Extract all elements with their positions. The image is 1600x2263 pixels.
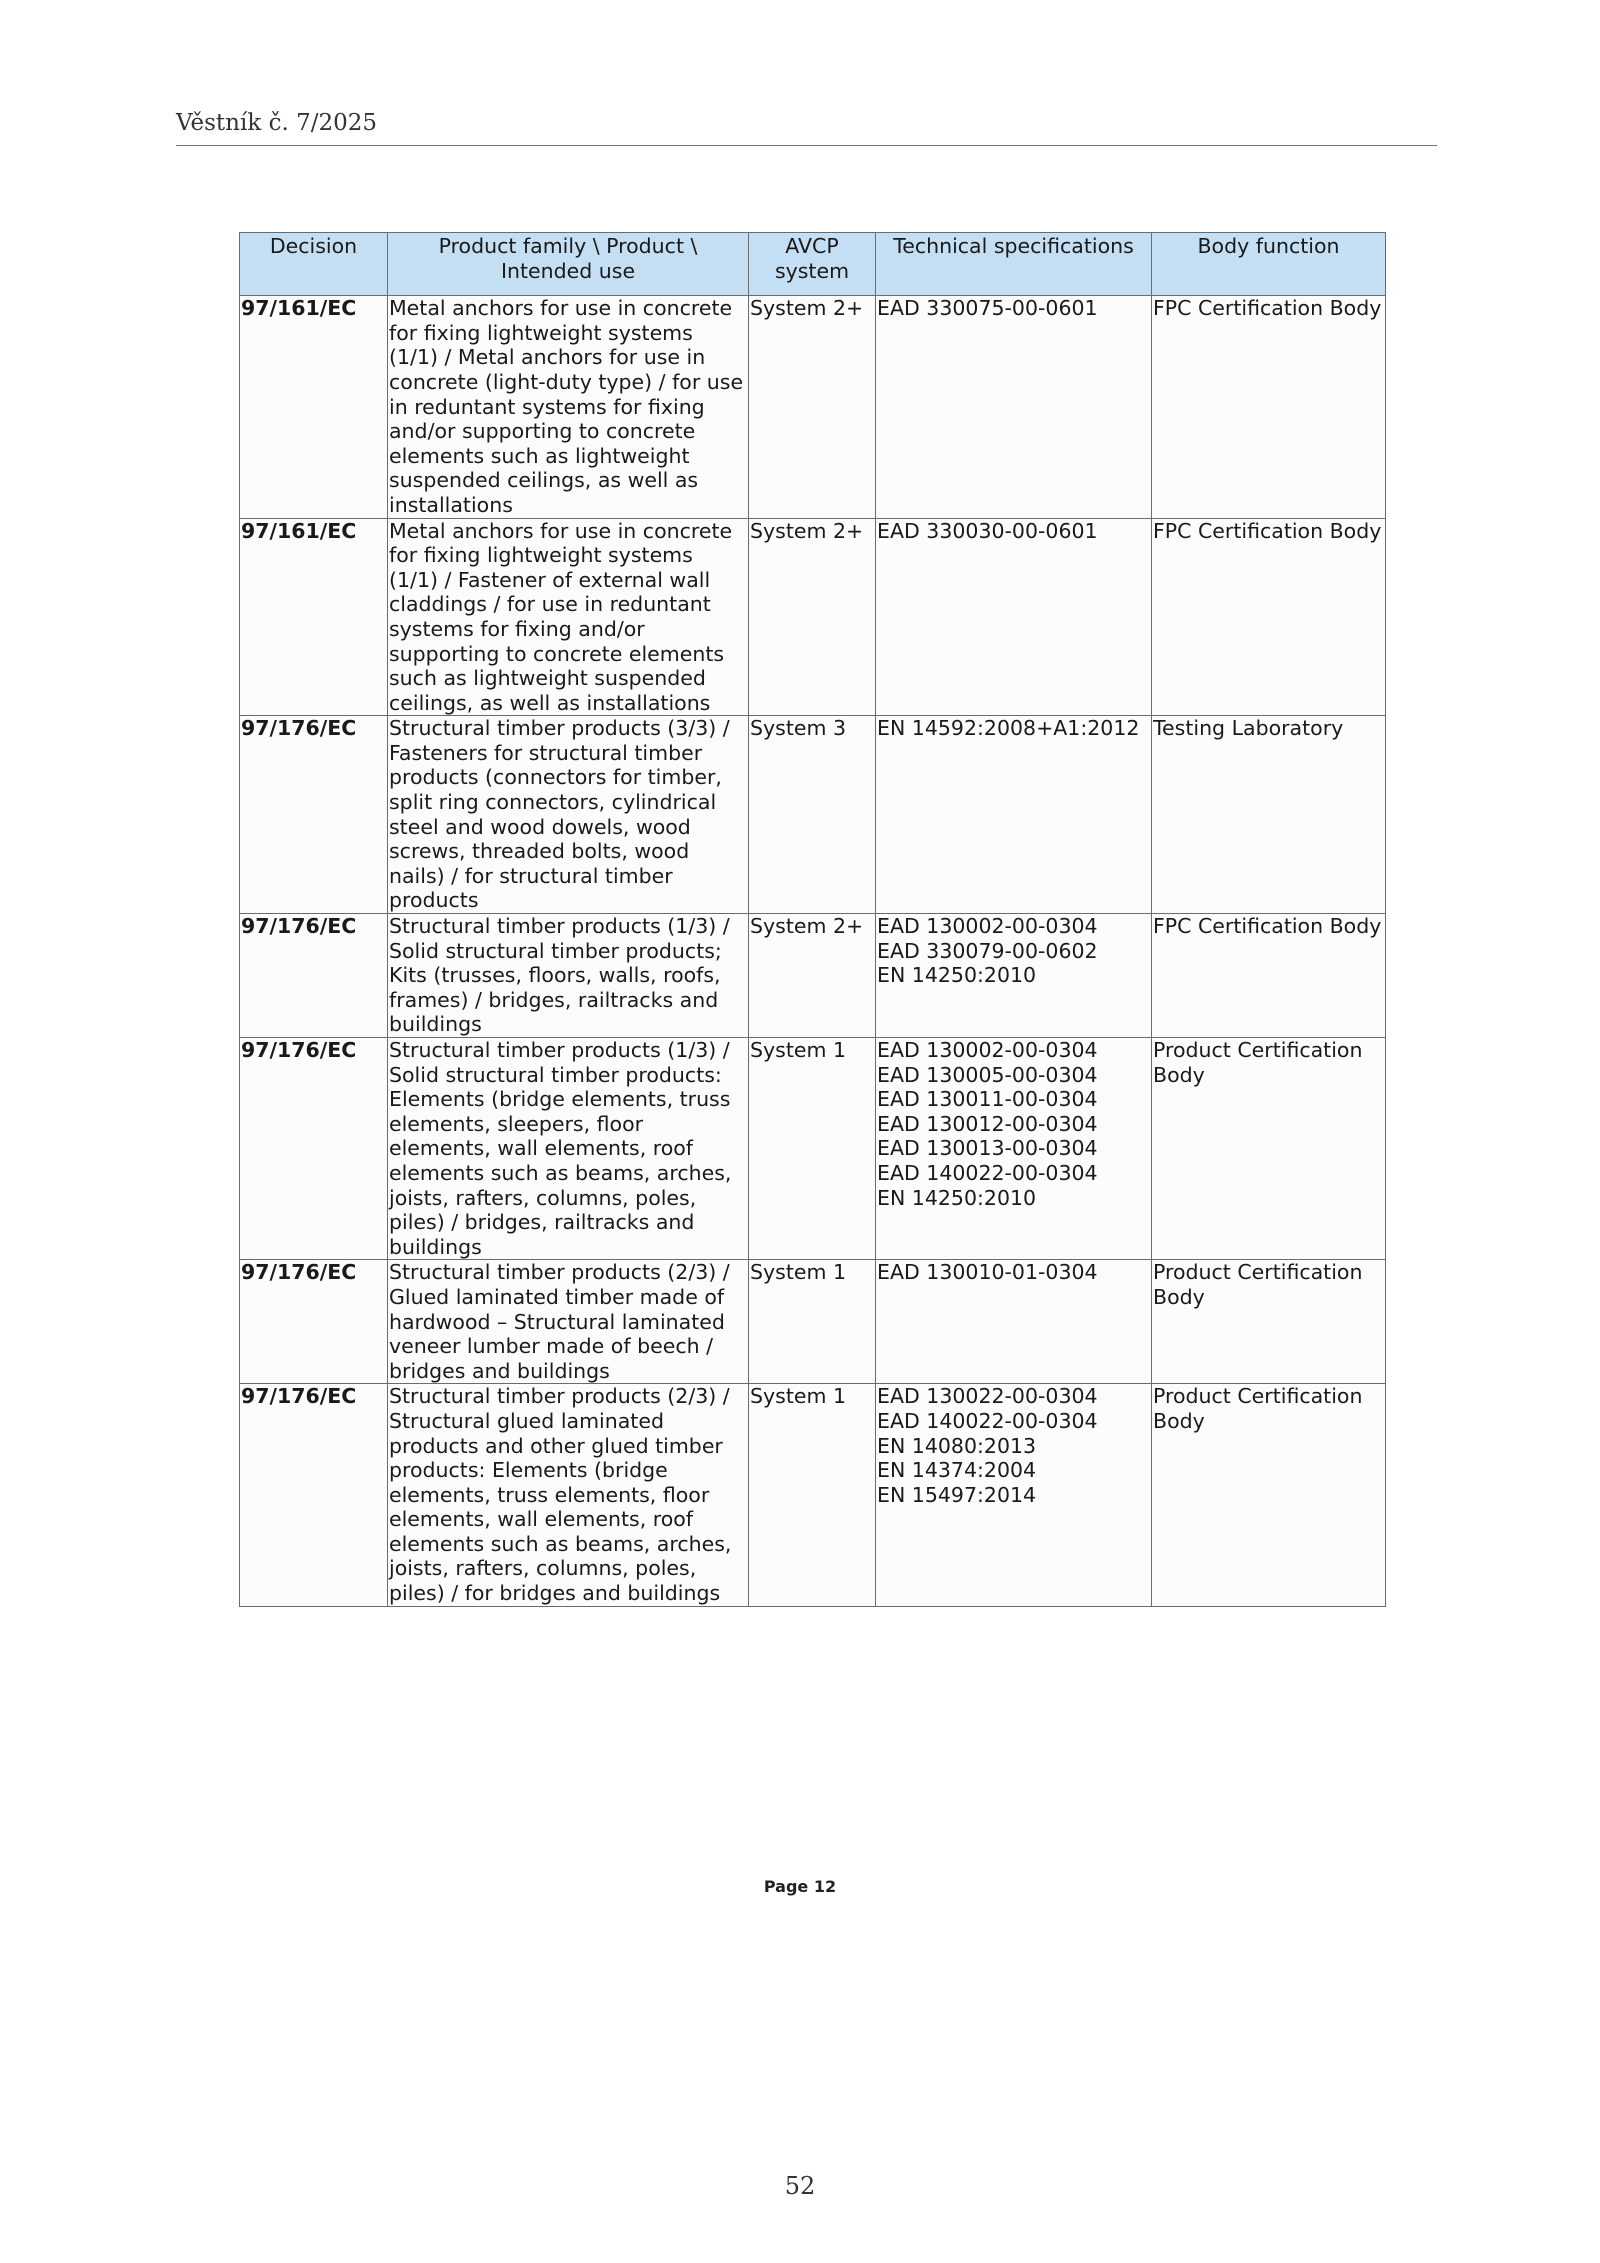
spec-line: EN 15497:2014 [877,1482,1037,1507]
spec-line: EN 14592:2008+A1:2012 [877,716,1140,741]
table-row [240,1384,1386,1606]
table-header-row [240,233,1386,296]
decision-cell: 97/161/EC [240,296,388,518]
body-cell: Product Certification Body [1152,1384,1386,1606]
body-cell: FPC Certification Body [1152,518,1386,716]
decision-cell: 97/176/EC [240,1384,388,1606]
spec-line: EAD 130013-00-0304 [877,1136,1098,1161]
specs-cell [876,296,1152,518]
spec-line: EAD 130002-00-0304 [877,914,1098,939]
product-cell: Metal anchors for use in concrete for fixing lightweight systems (1/1) / Fastener of external wall claddings / for use in reduntant systems for fixing and/or supporting to concrete elements such as lightweight suspended ceilings, as well as installations [388,518,749,716]
spec-line: EAD 130011-00-0304 [877,1087,1098,1112]
spec-line: EAD 330075-00-0601 [877,296,1098,321]
decision-cell: 97/176/EC [240,914,388,1038]
body-cell: Product Certification Body [1152,1260,1386,1384]
specs-cell [876,1260,1152,1384]
spec-line: EAD 130005-00-0304 [877,1062,1098,1087]
decision-cell: 97/176/EC [240,1260,388,1384]
avcp-cell: System 1 [749,1384,876,1606]
specifications-table [239,232,1386,1607]
decision-cell: 97/161/EC [240,518,388,716]
avcp-cell: System 2+ [749,518,876,716]
specs-cell [876,518,1152,716]
body-cell: Product Certification Body [1152,1038,1386,1260]
product-cell: Structural timber products (3/3) / Fasteners for structural timber products (connectors for timber, split ring connectors, cylindrical steel and wood dowels, wood screws, threaded bolts, wood nails) / for structural timber products [388,716,749,914]
specs-cell [876,914,1152,1038]
product-cell: Structural timber products (1/3) / Solid structural timber products: Elements (bridge elements, truss elements, sleepers, floor elements, wall elements, roof elements such as beams, arches, joists, rafters, columns, poles, piles) / bridges, railtracks and buildings [388,1038,749,1260]
page-number: 52 [784,2172,816,2200]
body-cell: FPC Certification Body [1152,296,1386,518]
table-row [240,914,1386,1038]
spec-line: EAD 130010-01-0304 [877,1260,1098,1285]
table-row [240,518,1386,716]
running-header: Věstník č. 7/2025 [176,110,377,136]
page-label: Page 12 [763,1877,837,1896]
spec-line: EN 14080:2013 [877,1433,1037,1458]
column-header-specs: Technical specifications [876,233,1152,296]
body-cell: FPC Certification Body [1152,914,1386,1038]
spec-line: EN 14374:2004 [877,1458,1037,1483]
specs-cell [876,1038,1152,1260]
decision-cell: 97/176/EC [240,716,388,914]
avcp-cell: System 2+ [749,914,876,1038]
column-header-decision: Decision [240,233,388,296]
spec-line: EAD 140022-00-0304 [877,1408,1098,1433]
avcp-cell: System 1 [749,1038,876,1260]
column-header-body: Body function [1152,233,1386,296]
table-row [240,716,1386,914]
spec-line: EAD 330079-00-0602 [877,938,1098,963]
avcp-cell: System 3 [749,716,876,914]
spec-line: EAD 130022-00-0304 [877,1384,1098,1409]
product-cell: Metal anchors for use in concrete for fixing lightweight systems (1/1) / Metal anchors for use in concrete (light-duty type) / for use in reduntant systems for fixing and/or supporting to concrete elements such as lightweight suspended ceilings, as well as installations [388,296,749,518]
spec-line: EAD 330030-00-0601 [877,518,1098,543]
spec-line: EAD 130012-00-0304 [877,1111,1098,1136]
header-divider [176,145,1437,146]
spec-line: EN 14250:2010 [877,963,1037,988]
table-row [240,1260,1386,1384]
product-cell: Structural timber products (1/3) / Solid structural timber products; Kits (trusses, floors, walls, roofs, frames) / bridges, railtracks and buildings [388,914,749,1038]
spec-line: EN 14250:2010 [877,1185,1037,1210]
spec-line: EAD 130002-00-0304 [877,1038,1098,1062]
spec-line: EAD 140022-00-0304 [877,1160,1098,1185]
specs-cell [876,716,1152,914]
specs-cell [876,1384,1152,1606]
avcp-cell: System 2+ [749,296,876,518]
product-cell: Structural timber products (2/3) / Structural glued laminated products and other glued timber products: Elements (bridge elements, truss elements, floor elements, wall elements, roof elements such as beams, arches, joists, rafters, columns, poles, piles) / for bridges and buildings [388,1384,749,1606]
table-row [240,296,1386,518]
body-cell: Testing Laboratory [1152,716,1386,914]
column-header-product: Product family \ Product \ Intended use [388,233,749,296]
avcp-cell: System 1 [749,1260,876,1384]
product-cell: Structural timber products (2/3) / Glued laminated timber made of hardwood – Structural laminated veneer lumber made of beech / bridges and buildings [388,1260,749,1384]
column-header-avcp: AVCP system [749,233,876,296]
table-row [240,1038,1386,1260]
decision-cell: 97/176/EC [240,1038,388,1260]
